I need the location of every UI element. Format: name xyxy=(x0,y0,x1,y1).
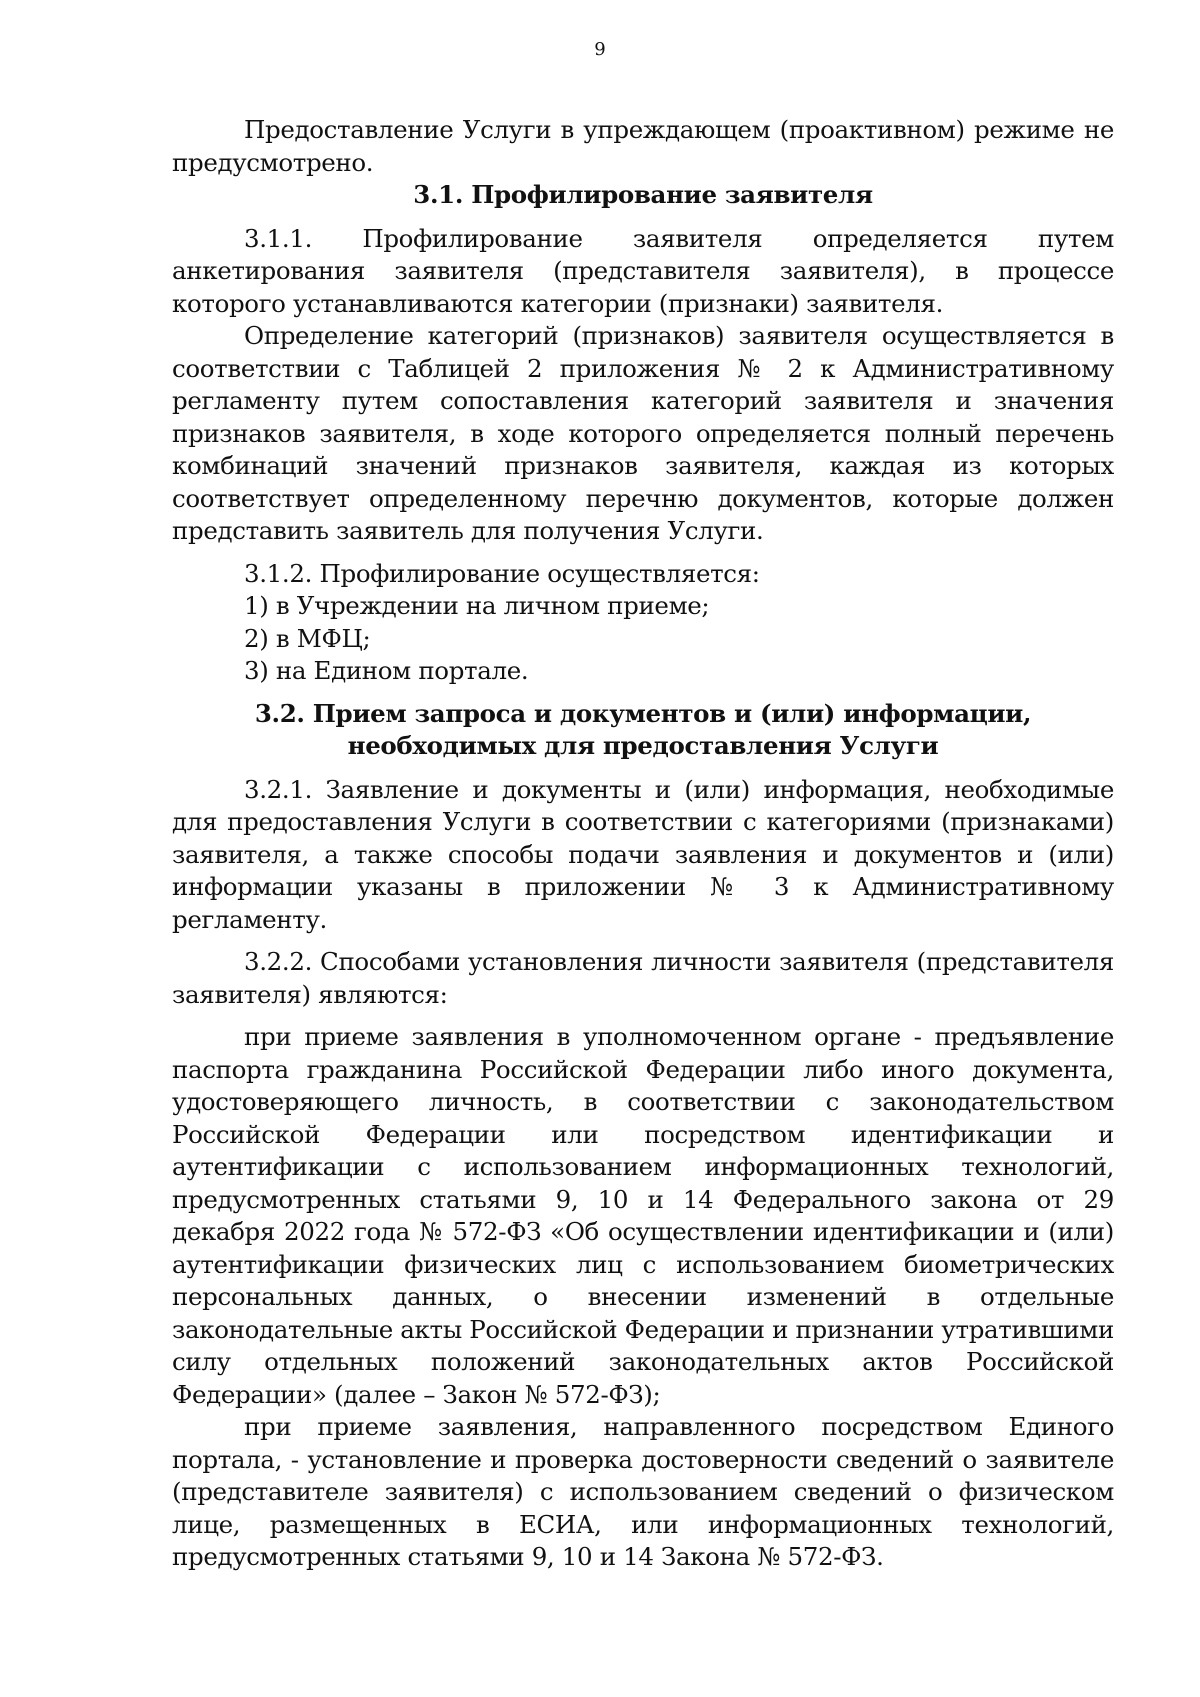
paragraph-intro: Предоставление Услуги в упреждающем (проактивном) режиме не предусмотрено. xyxy=(172,115,1114,177)
paragraph-unified-portal: при приеме заявления, направленного посредством Единого портала, - установление и проверка достоверности сведений о заявителе (представителе заявителя) с использованием сведений о физическом лице, размещенных в ЕСИА, или информационных технологий, предусмотренных статьями 9, 10 и 14 Закона № 572-ФЗ. xyxy=(172,1412,1114,1571)
list-item-2: 2) в МФЦ; xyxy=(244,623,371,653)
paragraph-3-1-2: 3.1.2. Профилирование осуществляется: xyxy=(244,558,760,588)
paragraph-3-1-1-categories: Определение категорий (признаков) заявителя осуществляется в соответствии с Таблицей 2 приложения № 2 к Административному регламенту путем сопоставления категорий заявителя и значения признаков заявителя, в ходе которого определяется полный перечень комбинаций значений признаков заявителя, каждая из которых соответствует определенному перечню документов, которые должен представить заявитель для получения Услуги. xyxy=(172,321,1114,545)
paragraph-3-2-2: 3.2.2. Способами установления личности заявителя (представителя заявителя) являются: xyxy=(172,947,1114,1009)
list-item-3: 3) на Едином портале. xyxy=(244,656,529,685)
section-heading-3-1: 3.1. Профилирование заявителя xyxy=(413,180,873,209)
document-body xyxy=(172,114,1114,1574)
paragraph-3-1-1: 3.1.1. Профилирование заявителя определяется путем анкетирования заявителя (представителя заявителя), в процессе которого устанавливаются категории (признаки) заявителя. xyxy=(172,223,1114,318)
paragraph-authorized-body: при приеме заявления в уполномоченном органе - предъявление паспорта гражданина Российской Федерации либо иного документа, удостоверяющего личность, в соответствии с законодательством Российской Федерации или посредством идентификации и аутентификации с использованием информационных технологий, предусмотренных статьями 9, 10 и 14 Федерального закона от 29 декабря 2022 года № 572-ФЗ «Об осуществлении идентификации и (или) аутентификации физических лиц с использованием биометрических персональных данных, о внесении изменений в отдельные законодательные акты Российской Федерации и признании утратившими силу отдельных положений законодательных актов Российской Федерации» (далее – Закон № 572-ФЗ); xyxy=(172,1022,1114,1409)
page-number: 9 xyxy=(594,39,606,60)
list-item-1: 1) в Учреждении на личном приеме; xyxy=(244,591,710,620)
section-heading-3-2: 3.2. Прием запроса и документов и (или) информации, необходимых для предоставления Услуги xyxy=(254,698,1032,760)
paragraph-3-2-1: 3.2.1. Заявление и документы и (или) информация, необходимые для предоставления Услуги в соответствии с категориями (признаками) заявителя, а также способы подачи заявления и документов и (или) информации указаны в приложении № 3 к Административному регламенту. xyxy=(172,774,1114,934)
